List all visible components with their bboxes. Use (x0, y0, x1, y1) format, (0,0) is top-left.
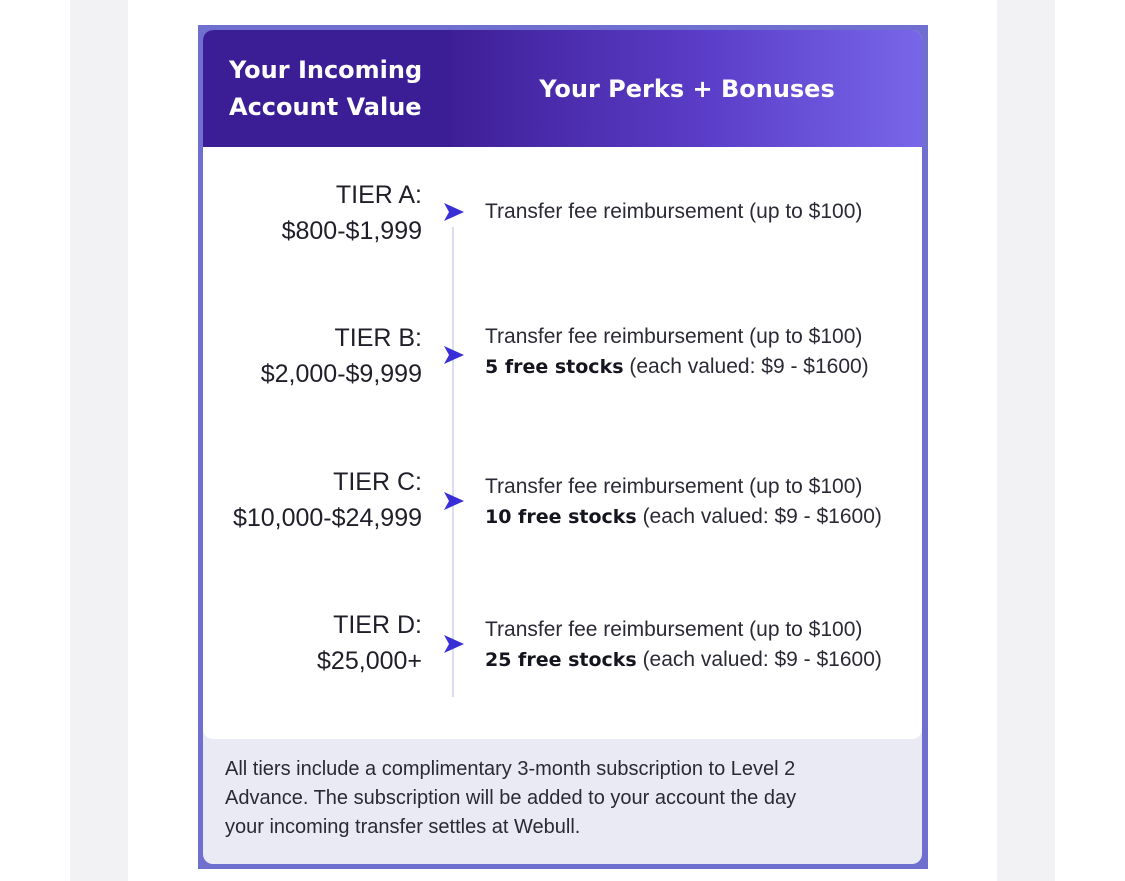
tier-row-c (203, 464, 922, 544)
tier-b-label (203, 320, 422, 392)
tier-a-range: $800-$1,999 (281, 217, 422, 245)
table-header (203, 30, 922, 147)
tier-row-a (203, 177, 922, 257)
tier-d-stocks-bold: 25 free stocks (485, 649, 637, 671)
perks-table-inner (203, 30, 922, 864)
tier-a-perk-transfer: Transfer fee reimbursement (up to $100) (485, 200, 863, 223)
tier-a-name: TIER A: (335, 181, 422, 209)
header-account-value (203, 30, 452, 147)
footnote-line-1: All tiers include a complimentary 3-month subscription to Level 2 (225, 758, 796, 780)
tier-b-arrow-icon (444, 346, 464, 364)
tier-b-perks (485, 322, 912, 382)
header-perks-bonuses: Your Perks + Bonuses (452, 30, 922, 147)
tier-b-stocks-detail: (each valued: $9 - $1600) (623, 355, 869, 378)
header-account-value-line1: Your Incoming (229, 55, 423, 84)
right-gutter (997, 0, 1055, 881)
tier-b-perk-stocks (485, 352, 912, 382)
tier-c-range: $10,000-$24,999 (232, 504, 422, 532)
tier-d-label (203, 607, 422, 679)
tier-c-name: TIER C: (333, 468, 422, 496)
footnote-line-3: your incoming transfer settles at Webull. (225, 816, 581, 838)
tier-d-stocks-detail: (each valued: $9 - $1600) (636, 648, 882, 671)
tier-row-b (203, 320, 922, 400)
tier-c-label (203, 464, 422, 536)
tier-a-perks (485, 197, 912, 227)
tier-d-range: $25,000+ (317, 647, 422, 675)
tiers-body (203, 147, 922, 739)
tier-b-range: $2,000-$9,999 (260, 360, 422, 388)
tier-c-stocks-detail: (each valued: $9 - $1600) (636, 505, 882, 528)
tier-c-stocks-bold: 10 free stocks (485, 506, 637, 528)
tier-c-perk-stocks (485, 502, 912, 532)
tier-row-d (203, 607, 922, 687)
tier-d-perk-transfer: Transfer fee reimbursement (up to $100) (485, 618, 863, 641)
tier-b-stocks-bold: 5 free stocks (485, 356, 624, 378)
tier-a-label (203, 177, 422, 249)
tier-d-perks (485, 615, 912, 675)
tier-b-name: TIER B: (334, 324, 422, 352)
tier-c-perk-transfer: Transfer fee reimbursement (up to $100) (485, 475, 863, 498)
subscription-footnote (225, 755, 892, 842)
tier-d-perk-stocks (485, 645, 912, 675)
tier-c-arrow-icon (444, 492, 464, 510)
tier-a-arrow-icon (444, 203, 464, 221)
header-account-value-line2: Account Value (229, 92, 422, 121)
tier-c-perks (485, 472, 912, 532)
tier-d-name: TIER D: (333, 611, 422, 639)
footnote-line-2: Advance. The subscription will be added to your account the day (225, 787, 797, 809)
tier-d-arrow-icon (444, 635, 464, 653)
tier-b-perk-transfer: Transfer fee reimbursement (up to $100) (485, 325, 863, 348)
left-gutter (70, 0, 128, 881)
perks-table-card (198, 25, 928, 869)
